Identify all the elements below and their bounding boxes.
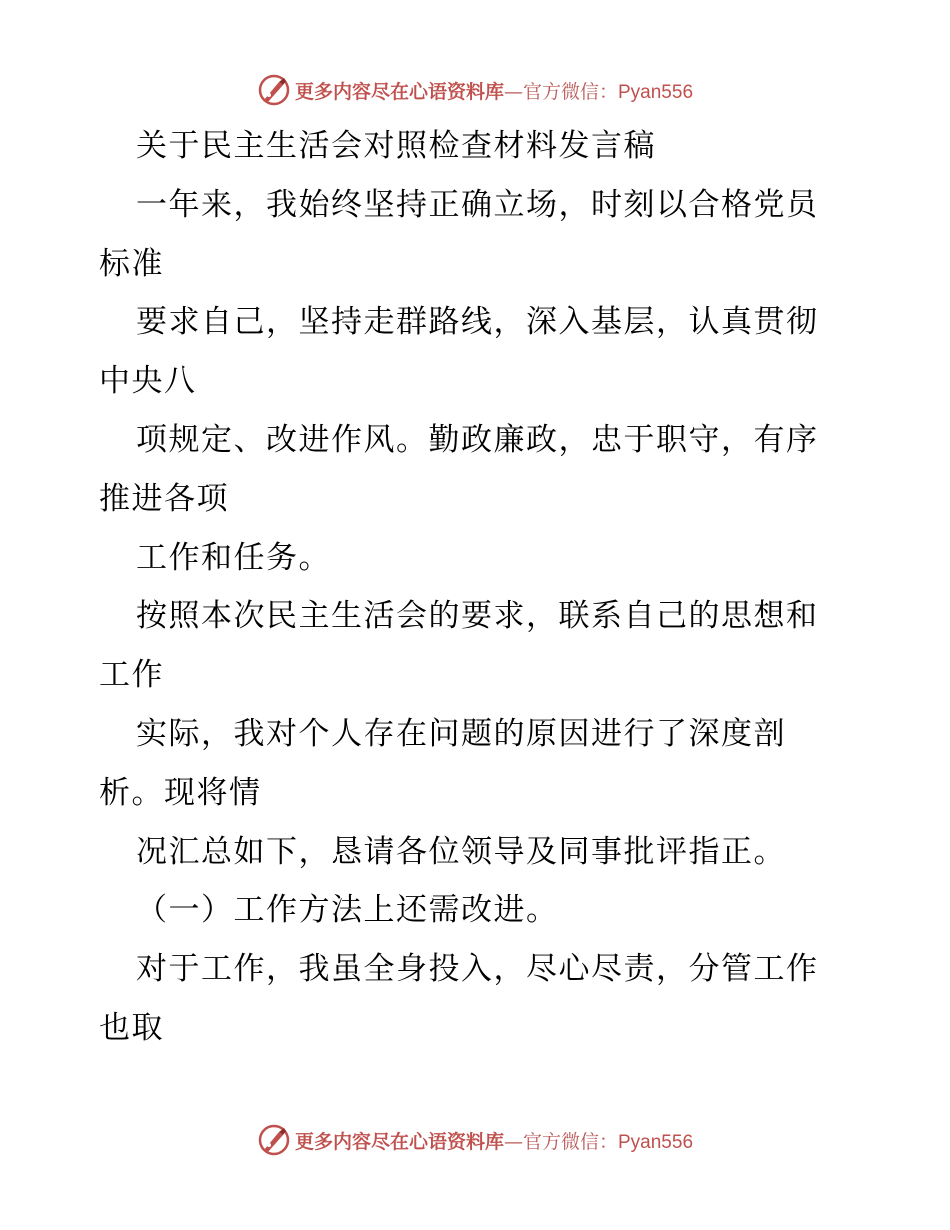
text-line: 一年来，我始终坚持正确立场，时刻以合格党员 (136, 186, 819, 223)
watermark-text (295, 77, 693, 104)
watermark-site-text: 更多内容尽在心语资料库 (294, 1130, 504, 1153)
text-line: 项规定、改进作风。勤政廉政，忠于职守，有序 (136, 421, 819, 458)
text-line: 工作 (99, 657, 164, 694)
text-line: 中央八 (99, 363, 197, 400)
text-line: 标准 (99, 245, 164, 282)
watermark-wechat-label: 官方微信： (522, 1130, 618, 1153)
text-line: 推进各项 (99, 480, 229, 517)
watermark-dash: — (503, 1130, 523, 1153)
text-line: 析。现将情 (99, 774, 262, 811)
text-line: （一）工作方法上还需改进。 (136, 892, 559, 929)
footer-watermark (0, 1120, 950, 1160)
text-line: 要求自己，坚持走群路线，深入基层，认真贯彻 (136, 304, 819, 341)
watermark-text (295, 1127, 693, 1154)
watermark-wechat-id: Pyan556 (618, 1131, 694, 1153)
watermark-site-text: 更多内容尽在心语资料库 (294, 80, 504, 103)
text-line: 况汇总如下，恳请各位领导及同事批评指正。 (136, 833, 786, 870)
text-line: 也取 (99, 1009, 164, 1046)
text-line: 对于工作，我虽全身投入，尽心尽责，分管工作 (136, 951, 819, 988)
watermark-wechat-id: Pyan556 (618, 81, 694, 103)
document-body (99, 117, 859, 1058)
pen-logo-icon (257, 1123, 291, 1157)
text-line: 工作和任务。 (136, 539, 331, 576)
text-line: 按照本次民主生活会的要求，联系自己的思想和 (136, 598, 819, 635)
header-watermark (0, 70, 950, 110)
text-line: 实际，我对个人存在问题的原因进行了深度剖 (136, 715, 786, 752)
watermark-wechat-label: 官方微信： (522, 80, 618, 103)
pen-logo-icon (257, 73, 291, 107)
text-line: 关于民主生活会对照检查材料发言稿 (136, 128, 656, 164)
watermark-dash: — (503, 80, 523, 103)
